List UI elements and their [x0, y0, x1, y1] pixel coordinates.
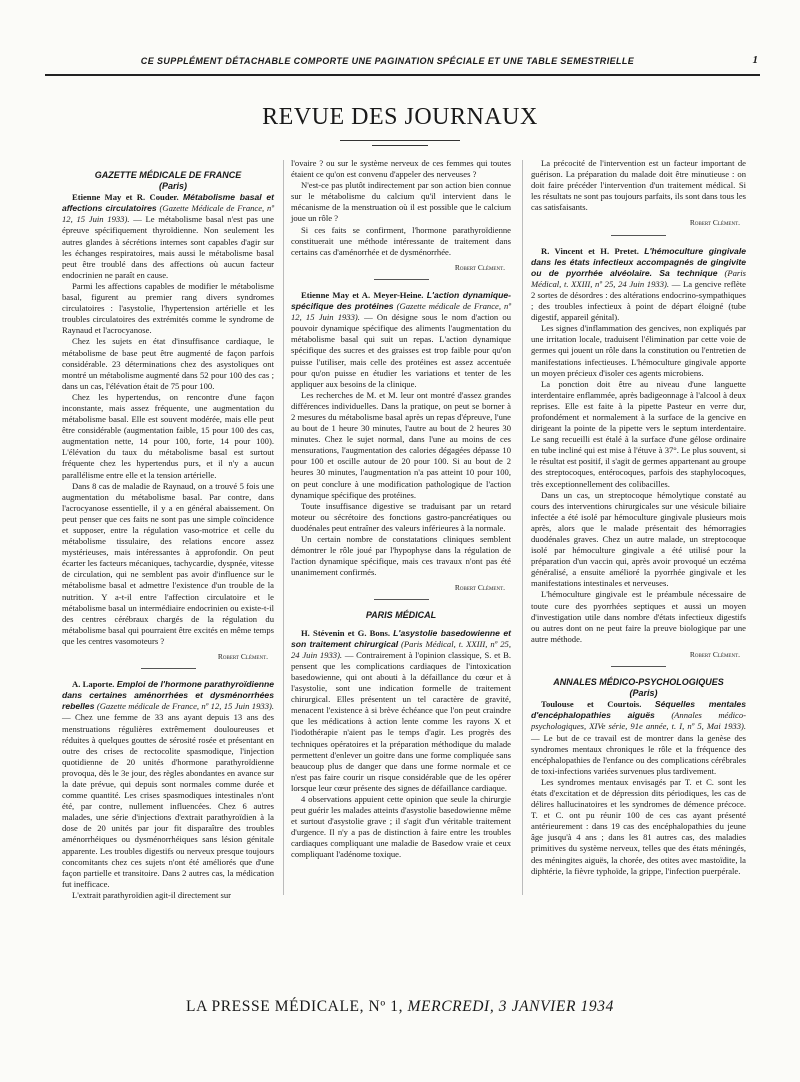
article-paragraph: L'hémoculture gingivale est le préambule nécessaire de toute cure des pyorrhées septiques et aussi un moyen d'investigation utile dans nombre d'états infectieux digestifs ou autres dont on ne peut faire la preuve biologique par une autre méthode. [531, 589, 746, 644]
article-paragraph: L'extrait parathyroïdien agit-il directement sur [72, 889, 232, 900]
article-paragraph: l'ovaire ? ou sur le système nerveux de ces femmes qui toutes étaient ce qu'on est convenu d'appeler des nerveuses ? [291, 158, 511, 180]
article-source: (Gazette médicale de France, nº 12, 15 Juin 1933). [291, 301, 512, 323]
article [62, 192, 274, 281]
article-title: L'action dynamique-spécifique des protéines [291, 289, 511, 312]
article [531, 699, 746, 777]
column-3 [531, 158, 746, 877]
article-separator [374, 599, 429, 600]
section-heading: ANNALES MÉDICO-PSYCHOLOGIQUES [553, 677, 724, 688]
article [291, 290, 511, 390]
section-city: (Paris) [629, 688, 658, 699]
article-source: (Annales médico-psychologiques, XIVe série, 91e année, t. I, nº 5, Mai 1933). [531, 710, 747, 732]
article-paragraph: La ponction doit être au niveau d'une languette interdentaire enflammée, après badigeonnage à l'alcool à deux reprises. Elle est faite à la pipette Pasteur en verre dur, profondément et normalement à la surface de la gencive en dirigeant la pointe de la pipette vers le septum interdentaire. Le sang recueilli est étalé à la surface d'une gélose ordinaire en tube incliné qui est mise à l'étuve à 37°. Le plus souvent, si le résultat est positif, il s'agit de germes appartenant au groupe des streptocoques, entérocoques, parfois des staphylocoques, très exceptionnellement des colibacilles. [531, 378, 746, 489]
article-authors: H. Stévenin et G. Bons. [301, 627, 390, 638]
article-paragraph: N'est-ce pas plutôt indirectement par son action bien connue sur le métabolisme du calcium qu'il intervient dans le mécanisme de la menstruation où il est possible que le calcium joue un rôle ? [291, 180, 511, 224]
article-source: (Paris Médical, t. XXIII, nº 25, 24 Juin 1933). [531, 267, 746, 289]
article-signature: Robert Clément. [689, 218, 740, 228]
title-rule [340, 140, 460, 141]
section-heading: GAZETTE MÉDICALE DE FRANCE [94, 170, 242, 180]
article-title: Séquelles mentales d'encéphalopathies aiguës [531, 699, 746, 721]
article-title: L'hémoculture gingivale dans les états infectieux accompagnés de gingivite ou de pyorrhée alvéolaire. Sa technique [531, 245, 746, 278]
article-paragraph: Un certain nombre de constatations cliniques semblent démontrer le rôle joué par l'hypophyse dans la régulation de l'action dynamique spécifique, mais ces travaux n'ont pas été unanimement confirmés. [291, 534, 511, 578]
article-text: — Le métabolisme basal n'est pas une épreuve spécifiquement thyroïdienne. Non seulement les autres glandes à sécrétions internes sont capables d'agir sur les échanges respiratoires, mais aussi le métabolisme basal peut être troublé dans des affections où aucun facteur endocrinien ne paraît en cause. [62, 214, 274, 280]
article-paragraph: Chez les hypertendus, on rencontre d'une façon inconstante, mais assez fréquente, une augmentation du métabolisme basal. Elle est souvent modérée, mais elle peut être considérable (augmentation faible, 15 pour 100 des cas, augmentation nette, 14 pour 100, forte, 14 pour 100). L'élévation du taux du métabolisme basal est surtout fréquente chez les hypertendus purs, et il n'y a aucun parallélisme entre elle et la tension artérielle. [62, 391, 274, 480]
article-text: — Le but de ce travail est de montrer dans la genèse des syndromes mentaux chroniques le rôle et la fréquence des encéphalopathies de l'enfance ou des complications cérébrales de toxi-infections variées survenues plus tardivement. [531, 732, 746, 776]
article-signature: Robert Clément. [454, 583, 505, 593]
article-text: — On désigne sous le nom d'action ou pouvoir dynamique spécifique des aliments l'augmentation du métabolisme basal qui suit un repas. L'action dynamique spécifique des sucres et des graisses est trop faible pour qu'on puisse l'utiliser, mais celle des protéines est assez accentuée pour qu'on puisse en étudier les variations et tenter de les appliquer aux besoins de la clinique. [291, 312, 511, 389]
article-signature: Robert Clément. [217, 652, 268, 662]
footer-journal: LA PRESSE MÉDICALE, Nº 1, [186, 998, 404, 1015]
article-paragraph: Les signes d'inflammation des gencives, non expliqués par une irritation locale, traduisent l'élimination par cette voie de germes qui jouent un rôle dans la constitution ou l'entretien de manifestations infectieuses. L'hémoculture gingivale apporte un moyen précieux d'isoler ces agents microbiens. [531, 323, 746, 378]
article-authors: R. Vincent et H. Pretet. [541, 245, 639, 256]
article-text: — Chez une femme de 33 ans ayant depuis 13 ans des menstruations régulières extrêmement douloureuses et réduites à quelques gouttes de sérosité rosée et présentant en outre des crises de rectocolite spasmodique, l'injection quotidienne de 20 unités d'hormone parathyroïdienne provoqua, dès le 3e jour, des règles abondantes en avance sur la date prévue, qui depuis sont normales comme durée et comme quantité. Les crises spasmodiques intestinales n'ont été, par contre, nullement influencées. Chez 6 autres malades, une série d'injections d'extrait parathyroïdien à la dose de 20 unités par jour fit disparaître des troubles aménorrhéiques ou dysménorrhéiques sans lésion génitale apparente. Les troubles digestifs ou nerveux presque toujours concomitants chez ces sujets n'ont été améliorés que d'une façon partielle et transitoire. Dans 2 autres cas, la médication fut inefficace. [62, 712, 274, 889]
article [62, 679, 274, 890]
article-title: Métabolisme basal et affections circulatoires [62, 192, 274, 214]
article-paragraph: La précocité de l'intervention est un facteur important de guérison. La préparation du malade doit être minutieuse : on doit faire précéder l'intervention d'un traitement médical. Si les résultats ne sont pas toujours parfaits, ils sont dans tous les cas satisfaisants. [531, 158, 746, 213]
article-source: (Gazette Médicale de France, nº 12, 15 Juin 1933). [62, 203, 275, 225]
article-authors: Toulouse et Courtois. [541, 699, 642, 710]
article-paragraph: Chez les sujets en état d'insuffisance cardiaque, le métabolisme de base peut être augmenté de façon parfois considérable. 23 déterminations chez des asystoliques ont montré un métabolisme augmenté dans 52 pour 100 des cas ; dans un cas, l'élévation était de 75 pour 100. [62, 336, 274, 391]
article-authors: Etienne May et A. Meyer-Heine. [301, 289, 424, 300]
article-title: Emploi de l'hormone parathyroïdienne dans certaines aménorrhées et dysménorrhées rebelles [62, 679, 274, 712]
article-source: (Paris Médical, t. XXIII, nº 25, 24 Juin 1933). [291, 638, 511, 660]
article-title: L'asystolie basedowienne et son traitement chirurgical [291, 627, 511, 649]
article [291, 628, 511, 794]
article-authors: Etienne May et R. Couder. [72, 192, 179, 203]
footer-date: MERCREDI, 3 JANVIER 1934 [407, 998, 614, 1015]
article-paragraph: Dans un cas, un streptocoque hémolytique constaté au cours des interventions chirurgicales sur une vésicule biliaire infectée a été isolé par hémoculture gingivale plusieurs mois après, alors que le malade présentait des hémorragies duodénales graves. Chez un autre malade, un streptocoque isolé par hémoculture gingivale a été utilisé pour la préparation d'un vaccin qui, après avoir provoqué un eczéma généralisé, a ensuite amélioré la pyorrhée gingivale et les manifestations intestinales et nerveuses. [531, 489, 746, 589]
page-title: REVUE DES JOURNAUX [262, 104, 538, 130]
article-text: — Contrairement à l'opinion classique, S. et B. pensent que les complications cardiaques de l'intoxication basedowienne, qui ont abouti à la défaillance du cœur et à l'asystolie, sont une indication formelle de traitement chirurgical. Elles présentent un tel caractère de gravité, menacent l'existence à si brève échéance que l'on peut craindre que les médications à action lente comme les rayons X et l'iodothérapie n'aient pas le temps d'agir. Les progrès des techniques opératoires et la préparation méthodique du malade permettent d'enlever un goitre dans une forme compliquée sans beaucoup plus de danger que dans une forme normale et ce n'est pas faire courir un risque considérable que de les opérer lorsque leur cœur présente des signes de défaillance cardiaque. [291, 649, 511, 793]
column-2 [291, 158, 511, 861]
article-separator [141, 668, 196, 669]
section-city: (Paris) [158, 181, 187, 192]
article-paragraph: Toute insuffisance digestive se traduisant par un retard moteur ou sécrétoire des fonctions gastro-pancréatiques ou duodénales peut entraîner des valeurs inférieures à la normale. [291, 500, 511, 533]
supplement-header [45, 54, 760, 72]
page-footer [0, 998, 800, 1016]
article-source: (Gazette médicale de France, nº 12, 15 Juin 1933). [96, 701, 275, 712]
article-separator [611, 235, 666, 236]
article-paragraph: Si ces faits se confirment, l'hormone parathyroïdienne constituerait une méthode intéressante de traitement dans certains cas d'aménorrhée et de dysménorrhée. [291, 224, 511, 257]
page-number: 1 [752, 54, 758, 66]
title-rule-short [372, 145, 428, 146]
section-heading: PARIS MÉDICAL [365, 610, 437, 621]
article-authors: A. Laporte. [72, 679, 115, 690]
article-paragraph: 4 observations appuient cette opinion que seule la chirurgie peut guérir les malades atteints d'asystolie basedowienne même et surtout d'asystolie grave ; il s'agit d'un véritable traitement d'urgence. Il n'y a pas de distinction à faire entre les troubles cardiaques compliquant une maladie de Basedow vraie et ceux compliquant l'adénome toxique. [291, 793, 511, 860]
article-paragraph: Dans 8 cas de maladie de Raynaud, on a trouvé 5 fois une augmentation du métabolisme basal. Par contre, dans l'acrocyanose essentielle, il y a en général abaissement. On peut penser que ces faits ne sont pas une simple coïncidence et supposer, entre la régulation vaso-motrice et celle du métabolisme tissulaire, des relations encore assez mystérieuses, mais intéressantes à approfondir. On peut écarter les facteurs mécaniques, tachycardie, dyspnée, vitesse de circulation, qui ne semblent pas avoir d'influence sur le métabolisme basal et admettre l'existence d'un trouble de la nutrition. Y a-t-il entre l'affection circulatoire et le métabolisme basal un intermédiaire endocrinien ou existe-t-il des centres cérébraux chargés de la régulation du métabolisme basal qui pourraient être excités en même temps que les centres vasomoteurs ? [62, 480, 274, 646]
supplement-notice: CE SUPPLÉMENT DÉTACHABLE COMPORTE UNE PAGINATION SPÉCIALE ET UNE TABLE SEMESTRIELLE [140, 56, 635, 66]
article-signature: Robert Clément. [689, 649, 740, 659]
article-text: — La gencive reflète 2 sortes de désordres : des altérations endocrino-sympathiques ; des troubles infectieux à point de départ éloigné (tube digestif, appareil génital). [531, 278, 746, 323]
article-signature: Robert Clément. [454, 262, 505, 272]
article-separator [611, 666, 666, 667]
article-paragraph: Parmi les affections capables de modifier le métabolisme basal, figurent au premier rang divers syndromes circulatoires : l'asystolie, l'hypertension artérielle et les troubles circulatoires des extrémités comme le syndrome de Raynaud et l'acrocyanose. [62, 280, 274, 336]
article-paragraph: Les recherches de M. et M. leur ont montré d'assez grandes différences individuelles. Dans la pratique, on peut se borner à 2 mesures du métabolisme basal après un repas d'épreuve, l'une au bout de 1 heure 30 minutes, l'autre au bout de 2 heures 30 minutes. Chez le sujet normal, dans l'une au moins de ces mensurations, l'augmentation des calories dégagées dépasse 10 pour 100 et oscille autour de 20 pour 100. Si au bout de 2 heures 30 minutes, l'augmentation n'a pas atteint 10 pour 100, on peut conclure à une modification pathologique de l'action dynamique spécifique des protéines. [291, 389, 511, 500]
column-divider [283, 160, 284, 895]
column-divider [522, 160, 523, 895]
header-rule [45, 74, 760, 76]
article-separator [374, 279, 429, 280]
article [531, 246, 746, 324]
article-paragraph: Les syndromes mentaux envisagés par T. et C. sont les états d'excitation et de dépression dits périodiques, les cas de délires hallucinatoires et les syndromes de démence précoce. T. et C. ont pu réunir 100 de ces cas ayant présenté antérieurement : dans 19 cas des encéphalopathies du jeune âge jusqu'à 4 ans ; dans les 81 autres cas, des maladies primitives du système nerveux, telles que des états méningés, des méningites aiguës, la chorée, des otites avec mastoïdite, la diphtérie, la fièvre typhoïde, la grippe, l'infection puerpérale. [531, 776, 746, 876]
column-1 [62, 170, 274, 901]
